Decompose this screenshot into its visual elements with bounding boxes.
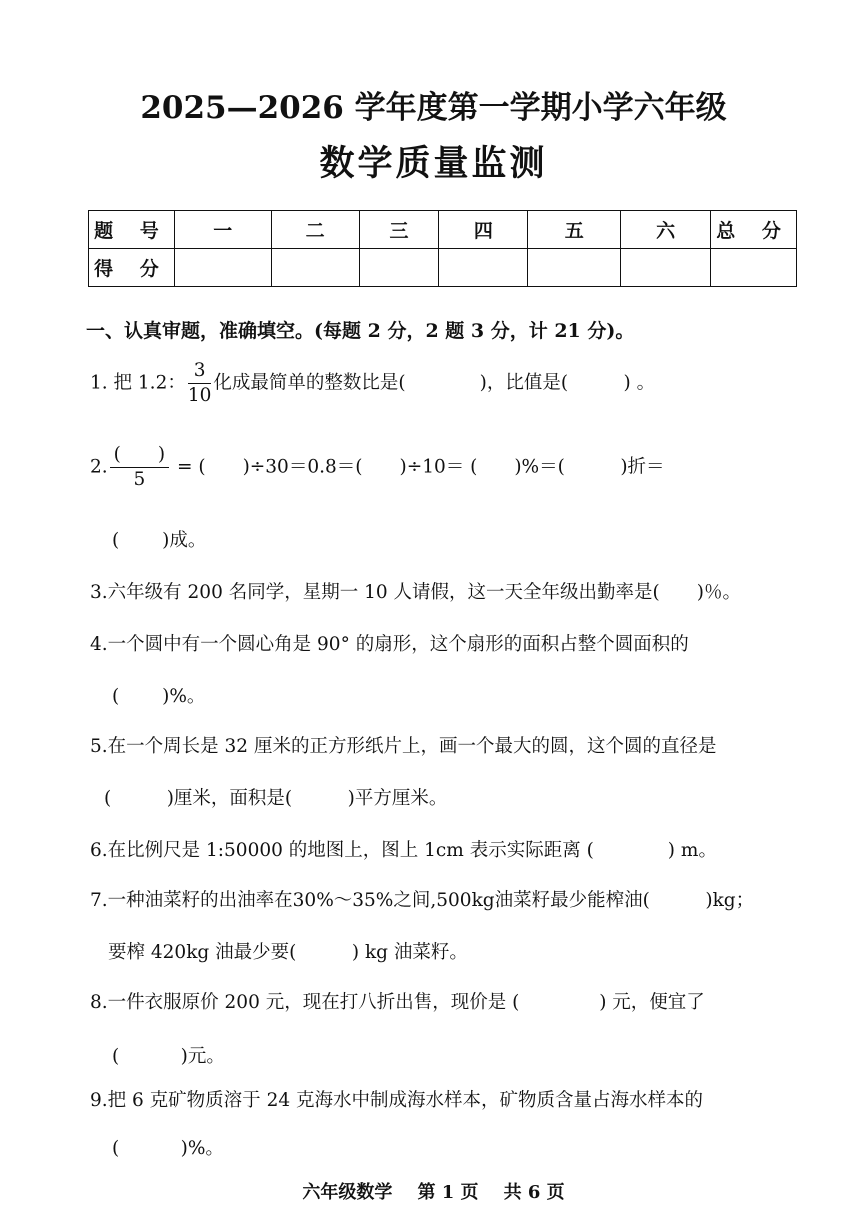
question-2 [90,446,665,489]
question-2-suffix: = ( )÷30＝0.8＝( )÷10＝ ( )%＝( )折＝ [171,456,665,478]
question-5-line1: 5.在一个周长是 32 厘米的正方形纸片上，画一个最大的圆，这个圆的直径是 [90,736,717,757]
question-7-line1: 7.一种油菜籽的出油率在30%～35%之间,500kg油菜籽最少能榨油( )kg； [90,890,755,911]
question-2-prefix: 2. [90,456,108,478]
exam-title-line2: 数学质量监测 [319,143,548,184]
score-cell[interactable] [439,249,528,287]
question-4-line1: 4.一个圆中有一个圆心角是 90° 的扇形，这个扇形的面积占整个圆面积的 [90,634,689,655]
page-footer: 六年级数学 第 1 页 共 6 页 [302,1182,565,1203]
score-cell[interactable] [711,249,797,287]
question-2-line2: ( )成。 [112,530,207,551]
score-cell[interactable] [174,249,271,287]
score-table-header-cell: 六 [621,211,711,249]
question-1-prefix: 1. 把 1.2： [90,372,186,394]
fraction-numerator: 3 [188,362,212,384]
exam-title-line1: 2025—2026 学年度第一学期小学六年级 [140,90,727,126]
score-cell[interactable] [359,249,439,287]
question-7-line2: 要榨 420kg 油最少要( ) kg 油菜籽。 [108,942,468,963]
question-3: 3.六年级有 200 名同学，星期一 10 人请假，这一天全年级出勤率是( )％。 [90,582,741,603]
score-cell[interactable] [621,249,711,287]
fraction [188,362,212,405]
score-table-header-cell: 二 [271,211,359,249]
question-5-line2: ( )厘米，面积是( )平方厘米。 [104,788,448,809]
score-table-header-row [89,211,797,249]
score-table-header-cell: 三 [359,211,439,249]
score-table-score-row [89,249,797,287]
score-table-header-cell: 五 [528,211,621,249]
fraction [110,446,169,489]
fraction-denominator: 5 [133,468,146,490]
fraction-denominator: 10 [187,384,212,406]
section-heading: 一、认真审题，准确填空。(每题 2 分，2 题 3 分，计 21 分)。 [86,320,635,342]
score-table-header-cell: 四 [439,211,528,249]
question-1 [90,362,655,405]
question-8-line1: 8.一件衣服原价 200 元，现在打八折出售，现价是 ( ) 元，便宜了 [90,992,705,1013]
question-1-suffix: 化成最简单的整数比是( )，比值是( ) 。 [213,372,656,394]
score-table-header-cell: 一 [174,211,271,249]
score-cell[interactable] [528,249,621,287]
score-table [88,210,797,287]
score-cell[interactable] [271,249,359,287]
score-row-label: 得 分 [89,249,175,287]
question-6: 6.在比例尺是 1:50000 的地图上，图上 1cm 表示实际距离 ( ) m。 [90,840,717,861]
question-4-line2: ( )%。 [112,686,206,707]
score-table-header-cell: 总 分 [711,211,797,249]
question-9-line2: ( )%。 [112,1138,224,1159]
question-9-line1: 9.把 6 克矿物质溶于 24 克海水中制成海水样本，矿物质含量占海水样本的 [90,1090,703,1111]
fraction-numerator: ( ) [110,446,169,468]
question-8-line2: ( )元。 [112,1046,225,1067]
score-table-header-cell: 题 号 [89,211,175,249]
